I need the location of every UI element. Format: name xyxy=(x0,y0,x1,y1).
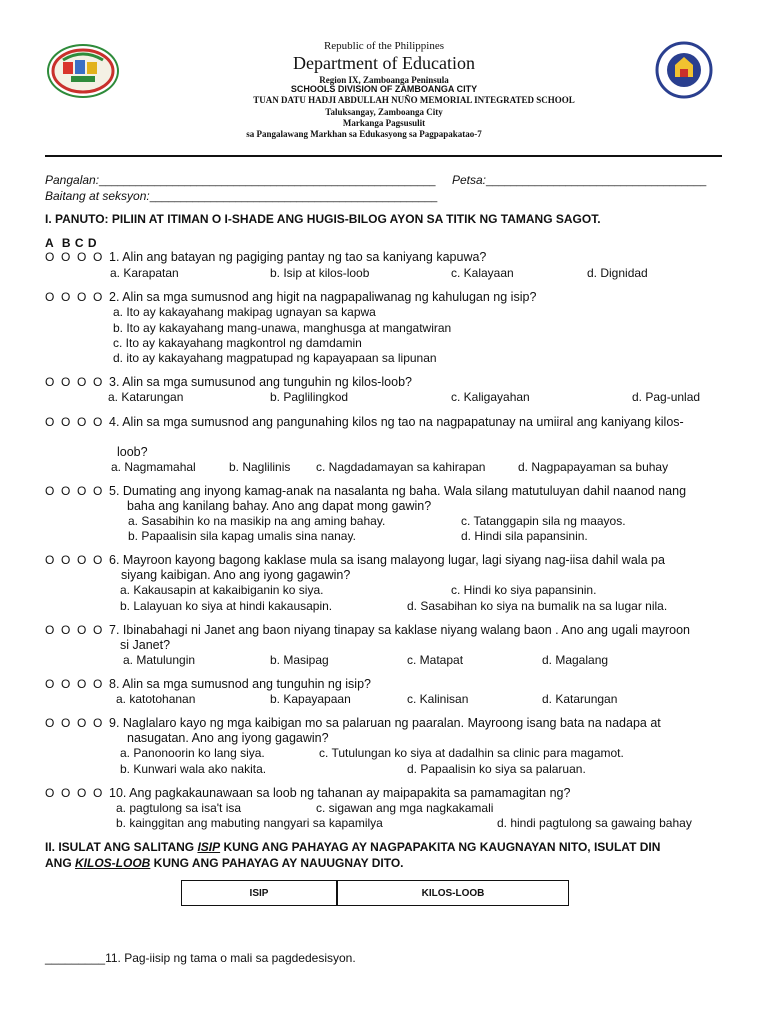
answer-option: a. Kakausapin at kakaibiganin ko siya. xyxy=(120,583,324,597)
answer-option: a. Katarungan xyxy=(108,390,184,404)
answer-option: d. Nagpapayaman sa buhay xyxy=(518,460,669,474)
part1-instruction: I. PANUTO: PILIIN AT ITIMAN O I-SHADE ANG HUGIS-BILOG AYON SA TITIK NG TAMANG SAGOT. xyxy=(45,212,601,226)
answer-option: d. ito ay kakayahang magpatupad ng kapayapaan sa lipunan xyxy=(113,351,437,365)
answer-option: b. Kapayapaan xyxy=(270,692,351,706)
question-text-continued: si Janet? xyxy=(120,638,171,652)
question-text: 1. Alin ang batayan ng pagiging pantay ng tao sa kaniyang kapuwa? xyxy=(109,250,487,264)
answer-option: d. Hindi sila papansinin. xyxy=(461,529,588,543)
answer-option: c. Tatanggapin sila ng maayos. xyxy=(461,514,626,528)
date-line: ____________________________________ xyxy=(486,175,707,187)
question-text: 2. Alin sa mga sumusnod ang higit na nagpapaliwanag ng kahulugan ng isip? xyxy=(109,290,537,304)
part2-line1-a: II. ISULAT ANG SALITANG xyxy=(45,840,198,854)
answer-option: b. Papaalisin sila kapag umalis sina nanay. xyxy=(128,529,356,543)
box-isip xyxy=(181,880,337,906)
answer-bubbles[interactable]: O O O O xyxy=(45,786,103,800)
answer-bubbles[interactable]: O O O O xyxy=(45,716,103,730)
answer-option: c. Kalinisan xyxy=(407,692,469,706)
answer-option: a. Karapatan xyxy=(110,266,179,280)
part2-instruction-line1 xyxy=(45,840,660,854)
school-address: Taluksangay, Zamboanga City xyxy=(325,107,443,117)
answer-bubbles[interactable]: O O O O xyxy=(45,250,103,264)
part2-line1-b: KUNG ANG PAHAYAG AY NAGPAPAKITA NG KAUGNAYAN NITO, ISULAT DIN xyxy=(220,840,661,854)
question-11-blank[interactable]: _________ xyxy=(45,951,106,965)
region-line: Region IX, Zamboanga Peninsula xyxy=(319,75,449,85)
answer-option: b. Isip at kilos-loob xyxy=(270,266,370,280)
answer-option: c. Hindi ko siya papansinin. xyxy=(451,583,597,597)
answer-option: b. Naglilinis xyxy=(229,460,291,474)
part2-line2-b: KUNG ANG PAHAYAG AY NAUUGNAY DITO. xyxy=(150,856,404,870)
answer-bubbles[interactable]: O O O O xyxy=(45,484,103,498)
part2-line2-a: ANG xyxy=(45,856,75,870)
answer-bubbles[interactable]: O O O O xyxy=(45,415,103,429)
answer-option: c. Kaligayahan xyxy=(451,390,530,404)
question-11-text: 11. Pag-iisip ng tama o mali sa pagdedesisyon. xyxy=(105,951,356,965)
answer-bubbles[interactable]: O O O O xyxy=(45,553,103,567)
name-label: Pangalan: xyxy=(45,173,100,187)
answer-option: d. Sasabihan ko siya na bumalik na sa lugar nila. xyxy=(407,599,668,613)
name-field[interactable] xyxy=(45,173,436,187)
answer-bubbles[interactable]: O O O O xyxy=(45,623,103,637)
answer-option: c. sigawan ang mga nagkakamali xyxy=(316,801,494,815)
answer-option: c. Matapat xyxy=(407,653,464,667)
answer-option: d. Dignidad xyxy=(587,266,648,280)
department-title: Department of Education xyxy=(293,53,475,73)
answer-option: b. Lalayuan ko siya at hindi kakausapin. xyxy=(120,599,333,613)
answer-option: a. katotohanan xyxy=(116,692,196,706)
republic-line: Republic of the Philippines xyxy=(323,40,445,52)
exam-subject: sa Pangalawang Markhan sa Edukasyong sa Pagpapakatao-7 xyxy=(246,129,482,139)
answer-option: a. Ito ay kakayahang makipag ugnayan sa kapwa xyxy=(113,305,376,319)
section-label: Baitang at seksyon: xyxy=(45,189,150,203)
question-text-continued: nasugatan. Ano ang iyong gagawin? xyxy=(127,731,329,745)
question-text-continued: siyang kaibigan. Ano ang iyong gagawin? xyxy=(121,568,351,582)
box-isip-label: ISIP xyxy=(249,887,269,899)
answer-option: b. Kunwari wala ako nakita. xyxy=(120,762,267,776)
part2-instruction-line2 xyxy=(45,856,404,870)
question-text-continued: baha ang kanilang bahay. Ano ang dapat mong gawin? xyxy=(127,499,432,513)
answer-option: b. Masipag xyxy=(270,653,329,667)
box-kilos-loob xyxy=(337,880,569,906)
date-field[interactable] xyxy=(452,173,706,187)
answer-letters: A B C D xyxy=(45,236,97,250)
answer-bubbles[interactable]: O O O O xyxy=(45,677,103,691)
question-text-continued: loob? xyxy=(117,445,148,459)
question-text: 7. Ibinabahagi ni Janet ang baon niyang tinapay sa kaklase niyang walang baon . Ano ang ugali mayroon xyxy=(109,623,690,637)
answer-bubbles[interactable]: O O O O xyxy=(45,375,103,389)
school-name: TUAN DATU HADJI ABDULLAH NUÑO MEMORIAL INTEGRATED SCHOOL xyxy=(253,95,575,105)
answer-option: a. Nagmamahal xyxy=(111,460,196,474)
division-line: SCHOOLS DIVISION OF ZAMBOANGA CITY xyxy=(290,84,478,94)
answer-option: b. Paglilingkod xyxy=(270,390,349,404)
section-field[interactable] xyxy=(45,189,437,203)
answer-option: c. Tutulungan ko siya at dadalhin sa clinic para magamot. xyxy=(319,746,624,760)
answer-option: d. Pag-unlad xyxy=(632,390,701,404)
box-kilos-loob-label: KILOS-LOOB xyxy=(421,887,485,899)
answer-option: d. hindi pagtulong sa gawaing bahay xyxy=(497,816,692,830)
question-text: 9. Naglalaro kayo ng mga kaibigan mo sa palaruan ng paaralan. Mayroong isang bata na nadapa at xyxy=(109,716,661,730)
answer-option: d. Magalang xyxy=(542,653,609,667)
answer-option: b. Ito ay kakayahang mang-unawa, manghusga at mangatwiran xyxy=(113,321,452,335)
part2-isip-emphasis: ISIP xyxy=(197,840,221,854)
answer-option: c. Kalayaan xyxy=(451,266,514,280)
answer-option: d. Papaalisin ko siya sa palaruan. xyxy=(407,762,586,776)
name-line: _______________________________________________________ xyxy=(99,175,436,187)
question-text: 3. Alin sa mga sumusunod ang tunguhin ng kilos-loob? xyxy=(109,375,412,389)
question-text: 8. Alin sa mga sumusnod ang tunguhin ng isip? xyxy=(109,677,371,691)
section-line: _______________________________________________ xyxy=(149,191,438,203)
question-text: 5. Dumating ang inyong kamag-anak na nasalanta ng baha. Wala silang matutuluyan dahil naanod nang xyxy=(109,484,687,498)
answer-option: b. kainggitan ang mabuting nangyari sa kapamilya xyxy=(116,816,383,830)
answer-option: a. Sasabihin ko na masikip na ang aming bahay. xyxy=(128,514,386,528)
question-text: 10. Ang pagkakaunawaan sa loob ng tahanan ay maipapakita sa pamamagitan ng? xyxy=(109,786,571,800)
answer-option: c. Nagdadamayan sa kahirapan xyxy=(316,460,486,474)
part2-kilosloob-emphasis: KILOS-LOOB xyxy=(75,856,151,870)
answer-option: a. Matulungin xyxy=(123,653,196,667)
question-11 xyxy=(45,951,356,965)
question-text: 4. Alin sa mga sumusnod ang pangunahing kilos ng tao na nagpapatunay na umiiral ang kaniyang kilos- xyxy=(109,415,684,429)
answer-option: a. Panonoorin ko lang siya. xyxy=(120,746,265,760)
answer-option: a. pagtulong sa isa't isa xyxy=(116,801,242,815)
answer-option: c. Ito ay kakayahang magkontrol ng damdamin xyxy=(113,336,362,350)
exam-type: Markanga Pagsusulit xyxy=(342,118,426,128)
header-divider xyxy=(45,155,722,157)
answer-bubbles[interactable]: O O O O xyxy=(45,290,103,304)
question-text: 6. Mayroon kayong bagong kaklase mula sa isang malayong lugar, lagi siyang nag-iisa dahil wala pa xyxy=(109,553,665,567)
date-label: Petsa: xyxy=(452,173,487,187)
answer-option: d. Katarungan xyxy=(542,692,618,706)
